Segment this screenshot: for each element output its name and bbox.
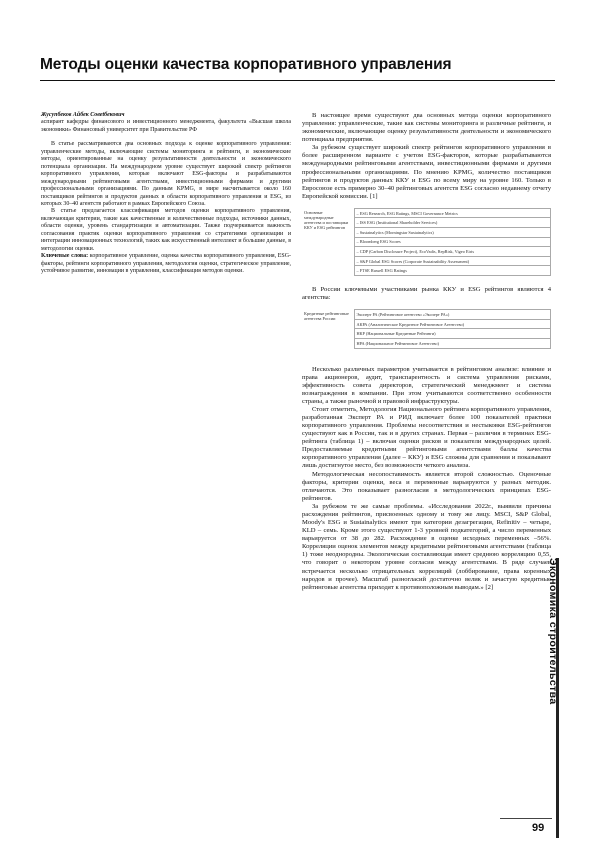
russian-agencies-table — [302, 309, 551, 348]
journal-sidebar — [547, 558, 577, 798]
table1-row: – Bloomberg ESG Scores — [354, 237, 551, 247]
table1-row: – CDP (Carbon Disclosure Project), EcoVadis, RepRisk, Vigeo Eiris — [354, 247, 551, 257]
keywords-title: Ключевые слова: — [41, 253, 89, 260]
body-paragraph-4: Несколько различных параметров учитывается в рейтинговом анализе: влияние и права акционеров, аудит, транспарентность и система управления рисками, эффективность совета директоров, стратегический менеджмент и система вознаграждения в компании. При этом учитываются соответственно особенности страны, а также рыночной и правовой инфраструктуры. — [302, 365, 551, 405]
table1-row: – ESG Research, ESG Ratings, MSCI Governance Metrics — [354, 208, 551, 218]
table2-row: НКР (Национальные Кредитные Рейтинги) — [354, 329, 551, 339]
author-name: Жусупбеков Айбек Совеtбекович — [41, 112, 125, 118]
page-title: Методы оценки качества корпоративного управления — [40, 56, 452, 73]
left-column — [41, 112, 291, 276]
table2-label: Кредитные рейтинговые агентства России — [302, 310, 354, 348]
keywords-text: корпоративное управление, оценка качества корпоративного управления, ESG-факторы, рейтинги корпоративного управления, методология оценки, стратегическое управление, устойчивое развитие, инновации в управлении, классификация методов оценки. — [41, 253, 291, 275]
body-paragraph-7: За рубежом те же самые проблемы. «Исследования 2022г., выявили причины расхождения рейтингов, присвоенных одному и тому же лицу. MSCI, S&P Global, Moody's ESG и Sustainalytics имеют три категории дезагрегации, Refinitiv – четыре, KLD – семь. Кроме этого существуют 1-3 уровней подкатегорий, а число переменных варьируется от 38 до 282. Расхождение в оценке исходных переменных –56%. Корреляции оценок элементов между кредитными рейтинговыми агентствами (таблица 1) тоже неоднородны. Экологическая составляющая имеет среднюю корреляцию 0,55, что говорит о некотором уровне согласия между агентствами. В ряде случаев встречается несколько отрицательных корреляций (лоббирование, права коренных народов и прочее). Масштаб разногласий достаточно велик и зачастую кредитные рейтинговые агентства приходят к противоположным выводам.» [2] — [302, 502, 551, 591]
table2-row: АКРА (Аналитическое Кредитное Рейтинговое Агентство) — [354, 319, 551, 329]
keywords — [41, 253, 291, 275]
table1-label: Основные международные агентства и поставщики ККУ и ESG рейтингов — [302, 208, 354, 275]
table1-row: – Sustainalytics (Morningstar Sustainalytics) — [354, 228, 551, 238]
table2-row: НРА (Национальное Рейтинговое Агентство) — [354, 338, 551, 348]
body-paragraph-2: За рубежом существует широкий спектр рейтингов корпоративного управления в более расширенном варианте с учетом ESG-факторов, которые разрабатываются международными рейтинговыми агентствами, инвестиционными фирмами и другими профессиональными организациями. По мнению KPMG, количество поставщиков рейтингов и продуктов данных ККУ и ESG по всему миру на уровне 160. Только в Евросоюзе есть примерно 30–40 рейтинговых агентств ESG согласно недавнему отчету Европейской комиссии. [1] — [302, 144, 551, 200]
table1-row: – ISS ESG (Institutional Shareholder Services) — [354, 218, 551, 228]
title-rule — [40, 80, 555, 81]
table2-row: Эксперт РА (Рейтинговое агентство «Эксперт РА») — [354, 310, 551, 320]
table1-row: – FTSE Russell ESG Ratings — [354, 266, 551, 276]
abstract-paragraph-1: В статье рассматриваются два основных подхода к оценке корпоративного управления: управленческие методы, включающие системы мониторинга и рейтинги, и экономические методы, ориентированные на оценку результативности деятельности и экономического потенциала организации. На международном уровне существует широкий спектр рейтингов корпоративного управления, которые включают ESG-факторы и разрабатываются международными рейтинговыми агентствами, инвестиционными фирмами и другими профессиональными организациями. По данным KPMG, в мире насчитывается около 160 поставщиков рейтингов и продуктов данных в области корпоративного управления и ESG, из которых 30–40 агентств работают в рамках Европейского Союза. — [41, 141, 291, 207]
journal-section-title: Экономика строительства — [547, 558, 559, 705]
body-paragraph-1: В настоящее время существуют два основных метода оценки корпоративного управления: управленческие, такие как системы мониторинга и различные рейтинги, и экономические, включающие оценку результативности деятельности и экономического потенциала предприятия. — [302, 112, 551, 144]
abstract-paragraph-2: В статье предлагается классификация методов оценки корпоративного управления, включающая критерии, такие как качественные и количественные подходы, источники данных, области оценки, уровень стандартизации и автоматизации. Также подчеркивается важность согласования практик оценки корпоративного управления со стратегиями организации и интеграции инновационных технологий, таких как искусственный интеллект и большие данные, в методологии оценки. — [41, 208, 291, 252]
table1-row: – S&P Global ESG Scores (Corporate Sustainability Assessment) — [354, 256, 551, 266]
international-agencies-table — [302, 208, 551, 276]
body-paragraph-6: Методологическая несопоставимость является второй сложностью. Оценочные факторы, критерии оценки, веса и переменные варьируются у разных методик. отличаются. Это показывает разногласия в методологических принципах ESG-рейтингов. — [302, 470, 551, 502]
body-paragraph-3: В России ключевыми участниками рынка ККУ и ESG рейтингов являются 4 агентства: — [302, 286, 551, 302]
right-column — [302, 112, 551, 592]
footer-rule — [500, 818, 552, 819]
page-number: 99 — [532, 822, 545, 834]
body-paragraph-5: Стоит отметить, Методология Национального рейтинга корпоративного управления, разработанная Эксперт РА и РИД включает более 100 показателей практики корпоративного управления. Проблемы несоответствия и нестыковки ESG-рейтингов существуют как в России, так и в других странах. Первая – различия в терминах ESG-рейтинга (таблица 1) – включая оценки рисков и показатели международных целей. Предоставляемые кредитными рейтинговыми агентствами баллы качества корпоративного управления (далее – ККУ) и ESG сложны для сравнения и показывают лишь достигнутое место, без возможности четкого анализа. — [302, 405, 551, 470]
author-affiliation: аспирант кафедры финансового и инвестиционного менеджмента, факультета «Высшая школа экономики» Финансовый университет при Правительстве РФ — [41, 119, 291, 133]
